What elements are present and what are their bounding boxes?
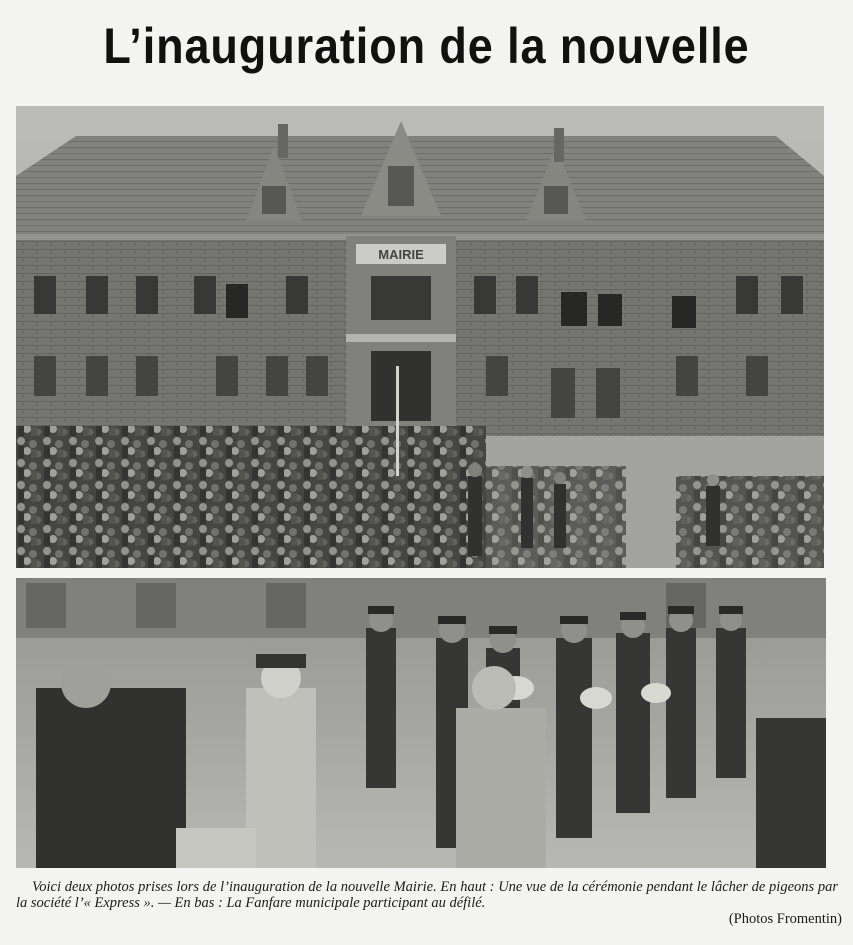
photo-caption [16,879,842,927]
caption-text: Voici deux photos prises lors de l’inauguration de la nouvelle Mairie. En haut : Une vue de la cérémonie pendant le lâcher de pigeons par la société l’« Express ». — En bas : La Fanfare municipale participant au défilé. [16,879,838,911]
photo-municipal-band [16,578,826,868]
headline-text: L’inauguration de la nouvelle [103,18,750,74]
band-photo-svg [16,578,826,868]
headline [0,6,853,88]
photo-credit: (Photos Fromentin) [728,911,842,927]
town-hall-photo-svg [16,106,824,568]
town-hall-sign: MAIRIE [378,247,424,262]
photo-town-hall-ceremony [16,106,824,568]
